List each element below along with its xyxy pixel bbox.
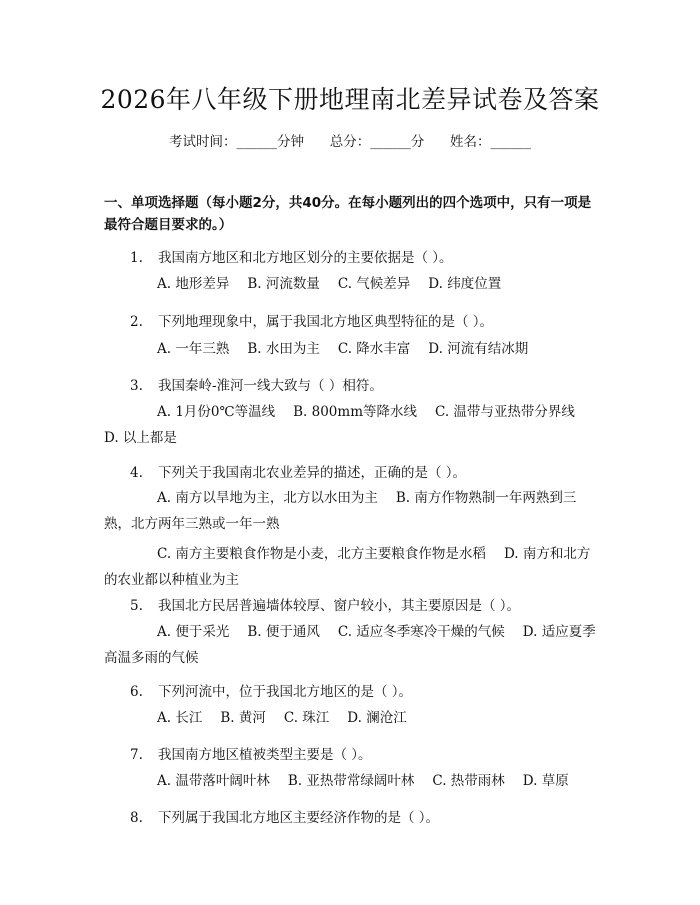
question-number: 4. <box>130 465 143 481</box>
question-text: 我国南方地区和北方地区划分的主要依据是（ ）。 <box>158 250 453 266</box>
question-text: 下列地理现象中，属于我国北方地区典型特征的是（ ）。 <box>158 314 494 330</box>
question-text: 我国南方地区植被类型主要是（ ）。 <box>158 747 372 763</box>
question-2 <box>130 310 493 330</box>
option-c: C. 热带雨林 <box>432 773 505 789</box>
option-d: D. 草原 <box>522 773 569 789</box>
question-4-options-cd <box>104 541 600 593</box>
question-number: 3. <box>130 378 143 394</box>
option-c: C. 温带与亚热带分界线 <box>435 404 575 420</box>
question-text: 下列关于我国南北农业差异的描述，正确的是（ ）。 <box>158 465 467 481</box>
option-a: A. 一年三熟 <box>157 341 230 357</box>
option-d: D. 河流有结冰期 <box>428 341 529 357</box>
option-d: D. 澜沧江 <box>347 710 407 726</box>
question-number: 7. <box>130 747 143 763</box>
option-b: B. 河流数量 <box>247 276 320 292</box>
option-a: A. 南方以旱地为主，北方以水田为主 <box>157 490 378 506</box>
question-1-options <box>104 271 600 297</box>
question-number: 6. <box>130 684 143 700</box>
option-b: B. 亚热带常绿阔叶林 <box>287 773 415 789</box>
time-unit: 分钟 <box>277 134 304 150</box>
question-number: 2. <box>130 314 143 330</box>
option-a: A. 温带落叶阔叶林 <box>157 773 270 789</box>
option-a: A. 便于采光 <box>157 624 230 640</box>
score-blank: ______ <box>370 134 411 150</box>
exam-info-line <box>0 130 700 150</box>
question-4-options-ab <box>104 485 600 537</box>
question-2-options <box>104 336 600 362</box>
question-text: 我国秦岭-淮河一线大致与（ ）相符。 <box>158 378 383 394</box>
option-a: A. 地形差异 <box>157 276 230 292</box>
question-number: 5. <box>130 598 143 614</box>
option-a: A. 1月份0℃等温线 <box>157 404 276 420</box>
time-label: 考试时间： <box>169 134 237 150</box>
question-1 <box>130 246 453 266</box>
exam-title: 2026年八年级下册地理南北差异试卷及答案 <box>100 85 600 114</box>
question-text: 下列河流中，位于我国北方地区的是（ ）。 <box>158 684 413 700</box>
question-7 <box>130 743 372 763</box>
question-8 <box>130 806 439 826</box>
question-number: 8. <box>130 810 143 826</box>
option-c: C. 珠江 <box>283 710 330 726</box>
section-heading: 一、单项选择题（每小题2分，共40分。在每小题列出的四个选项中，只有一项是最符合题目要求的。） <box>104 195 592 233</box>
question-text: 我国北方民居普遍墙体较厚、窗户较小，其主要原因是（ ）。 <box>158 598 521 614</box>
score-label: 总分： <box>329 134 371 150</box>
option-a: A. 长江 <box>157 710 203 726</box>
option-d: D. 以上都是 <box>104 430 177 446</box>
option-b: B. 800mm等降水线 <box>293 404 417 420</box>
question-4 <box>130 461 466 481</box>
option-d: D. 纬度位置 <box>428 276 502 292</box>
option-c: C. 气候差异 <box>337 276 411 292</box>
option-b: B. 水田为主 <box>247 341 320 357</box>
option-d: D. 南方和北方的农业都以种植业为主 <box>104 546 591 588</box>
question-6-options <box>104 705 600 731</box>
question-5 <box>130 594 520 614</box>
option-b: B. 南方作物熟制一年两熟到三熟，北方两年三熟或一年一熟 <box>104 490 577 532</box>
question-text: 下列属于我国北方地区主要经济作物的是（ ）。 <box>158 810 440 826</box>
option-c: C. 南方主要粮食作物是小麦，北方主要粮食作物是水稻 <box>157 546 486 562</box>
score-unit: 分 <box>410 134 425 150</box>
option-c: C. 适应冬季寒冷干燥的气候 <box>337 624 505 640</box>
question-5-options <box>104 619 600 671</box>
option-b: B. 黄河 <box>220 710 266 726</box>
option-d: D. 适应夏季高温多雨的气候 <box>104 624 596 666</box>
option-c: C. 降水丰富 <box>337 341 411 357</box>
question-6 <box>130 680 412 700</box>
question-3 <box>130 374 383 394</box>
name-label: 姓名： <box>450 134 491 150</box>
question-3-options <box>104 399 600 451</box>
question-number: 1. <box>130 250 143 266</box>
time-blank: ______ <box>236 134 277 150</box>
question-7-options <box>104 768 600 794</box>
name-blank: ______ <box>490 134 531 150</box>
option-b: B. 便于通风 <box>247 624 320 640</box>
